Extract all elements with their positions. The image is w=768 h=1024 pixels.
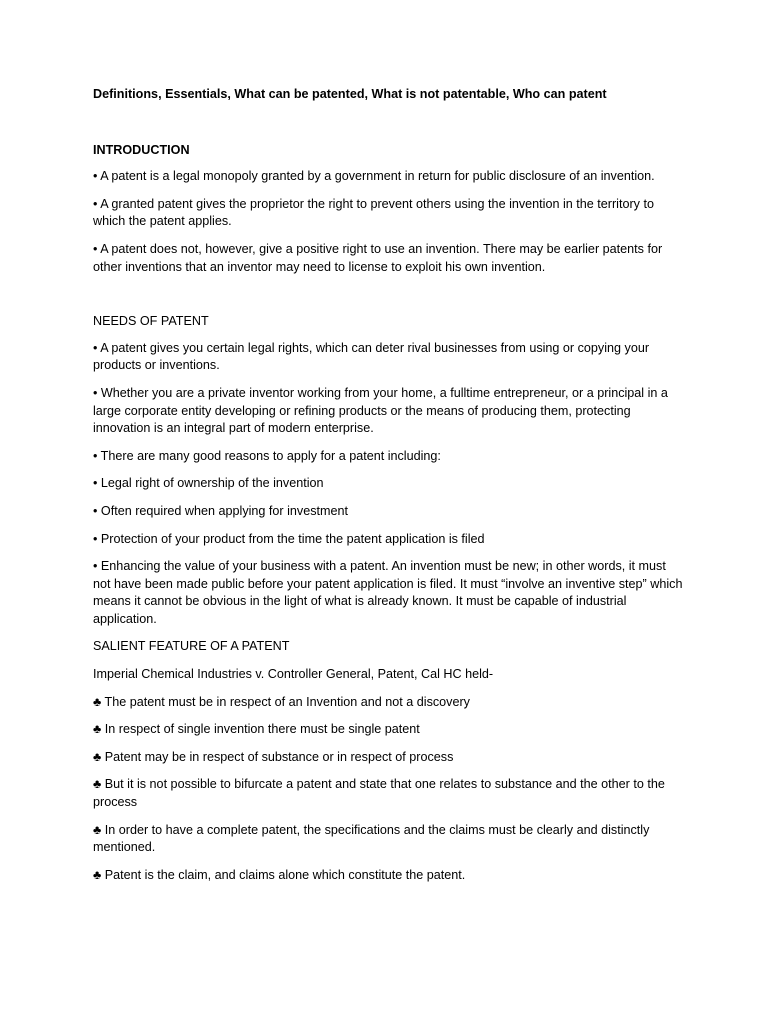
needs-paragraph-4: • Legal right of ownership of the invention <box>93 476 324 491</box>
needs-paragraph-2: • Whether you are a private inventor working from your home, a fulltime entrepreneur, or a principal in a large corporate entity developing or refining products or the means of producing them, protecting innovation is an integral part of modern enterprise. <box>93 385 668 436</box>
salient-paragraph-5: ♣ But it is not possible to bifurcate a patent and state that one relates to substance and the other to the process <box>93 777 665 810</box>
document-page <box>93 86 683 894</box>
salient-heading: SALIENT FEATURE OF A PATENT <box>93 639 290 654</box>
needs-paragraph-5: • Often required when applying for investment <box>93 503 349 518</box>
intro-paragraph-2: • A granted patent gives the proprietor the right to prevent others using the invention in the territory to which the patent applies. <box>93 196 654 229</box>
introduction-heading: INTRODUCTION <box>93 142 190 157</box>
needs-paragraph-6: • Protection of your product from the time the patent application is filed <box>93 531 485 546</box>
salient-paragraph-1: Imperial Chemical Industries v. Controller General, Patent, Cal HC held- <box>93 667 494 682</box>
needs-paragraph-1: • A patent gives you certain legal rights, which can deter rival businesses from using or copying your products or inventions. <box>93 340 650 373</box>
intro-paragraph-1: • A patent is a legal monopoly granted by a government in return for public disclosure of an invention. <box>93 169 655 184</box>
needs-paragraph-7: • Enhancing the value of your business with a patent. An invention must be new; in other words, it must not have been made public before your patent application is filed. It must “involve an inventive step” which means it cannot be obvious in the light of what is already known. It must be capable of industrial application. <box>93 559 683 626</box>
intro-paragraph-3: • A patent does not, however, give a positive right to use an invention. There may be earlier patents for other inventions that an inventor may need to license to exploit his own invention. <box>93 241 663 274</box>
spacer <box>93 331 683 340</box>
needs-paragraph-3: • There are many good reasons to apply for a patent including: <box>93 448 441 463</box>
salient-paragraph-3: ♣ In respect of single invention there must be single patent <box>93 722 420 737</box>
document-title: Definitions, Essentials, What can be patented, What is not patentable, Who can patent <box>93 87 607 101</box>
salient-paragraph-7: ♣ Patent is the claim, and claims alone which constitute the patent. <box>93 867 466 882</box>
spacer <box>93 104 683 142</box>
spacer <box>93 159 683 168</box>
salient-paragraph-4: ♣ Patent may be in respect of substance or in respect of process <box>93 749 454 764</box>
needs-heading: NEEDS OF PATENT <box>93 314 209 329</box>
spacer <box>93 286 683 313</box>
salient-paragraph-6: ♣ In order to have a complete patent, the specifications and the claims must be clearly and distinctly mentioned. <box>93 822 650 855</box>
salient-paragraph-2: ♣ The patent must be in respect of an Invention and not a discovery <box>93 694 470 709</box>
